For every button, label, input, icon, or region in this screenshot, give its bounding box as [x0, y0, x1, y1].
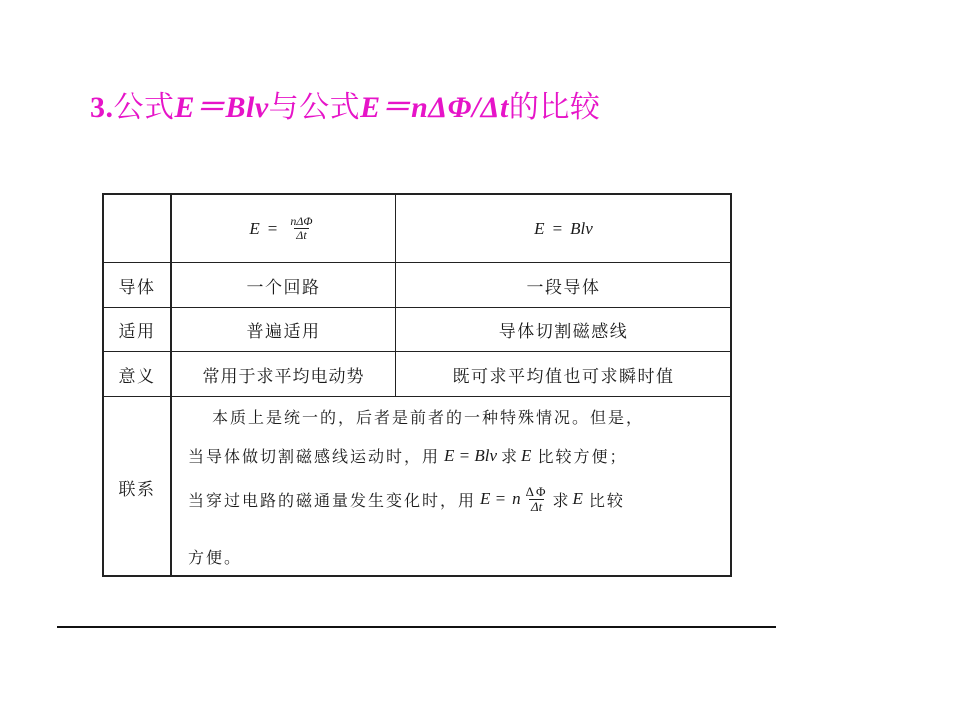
row3-col2: 既可求平均值也可求瞬时值 — [452, 366, 675, 387]
relation-line3-num: ΔΦ — [525, 484, 548, 499]
header1-eq: = — [267, 218, 278, 238]
relation-line2-c: 比较方便； — [537, 447, 628, 466]
row1-col1: 一个回路 — [246, 277, 321, 298]
relation-line-3 — [188, 485, 625, 513]
row3-col1: 常用于求平均电动势 — [202, 366, 365, 387]
relation-line2-formula: E = Blv — [444, 445, 498, 465]
relation-line3-den: Δt — [530, 498, 543, 514]
header2-lhs: E — [534, 218, 545, 238]
header-formula-motional — [397, 195, 730, 262]
relation-line3-c: 比较 — [588, 490, 625, 510]
title-text-b: 与公式 — [268, 90, 361, 125]
row2-col2: 导体切割磁感线 — [498, 322, 629, 342]
relation-line3-n: n — [512, 489, 521, 509]
relation-line2-a: 当导体做切割磁感线运动时，用 — [188, 447, 441, 466]
relation-line-4: 方便。 — [188, 548, 243, 567]
header-formula-flux — [172, 195, 395, 262]
row1-col2: 一段导体 — [526, 277, 601, 298]
row-label-applicability: 适用 — [118, 322, 156, 342]
title-text-a: 公式 — [113, 90, 175, 125]
relation-line3-fraction — [524, 485, 550, 513]
col-divider-2 — [395, 195, 396, 396]
relation-line2-b: 求 — [501, 447, 520, 466]
row-label-conductor: 导体 — [118, 277, 156, 298]
title-prefix: 3. — [90, 91, 114, 124]
comparison-table — [102, 193, 732, 577]
relation-line3-e: E — [572, 489, 583, 509]
row-divider-4 — [104, 396, 730, 397]
bottom-divider — [57, 626, 776, 628]
row-label-relation: 联系 — [118, 479, 156, 500]
header2-rhs: Blv — [570, 218, 593, 238]
header2-eq: = — [552, 218, 563, 238]
header1-fraction — [288, 215, 314, 241]
header1-lhs: E — [249, 218, 260, 238]
title-formula-a: E＝Blv — [174, 91, 269, 124]
header1-num: nΔΦ — [290, 214, 313, 229]
row-label-meaning: 意义 — [118, 366, 156, 387]
header1-den: Δt — [296, 228, 307, 242]
relation-line-1: 本质上是统一的，后者是前者的一种特殊情况。但是， — [212, 408, 645, 427]
slide-title — [90, 82, 600, 126]
relation-line3-a: 当穿过电路的磁通量发生变化时，用 — [188, 490, 477, 510]
title-formula-b: E＝nΔΦ/Δt — [360, 91, 509, 124]
title-text-c: 的比较 — [508, 90, 601, 125]
relation-line2-e: E — [521, 445, 532, 465]
row2-col1: 普遍适用 — [246, 322, 321, 342]
relation-line3-b: 求 — [552, 490, 571, 510]
relation-line3-lhs: E = — [480, 489, 507, 509]
relation-line-2 — [188, 444, 627, 467]
